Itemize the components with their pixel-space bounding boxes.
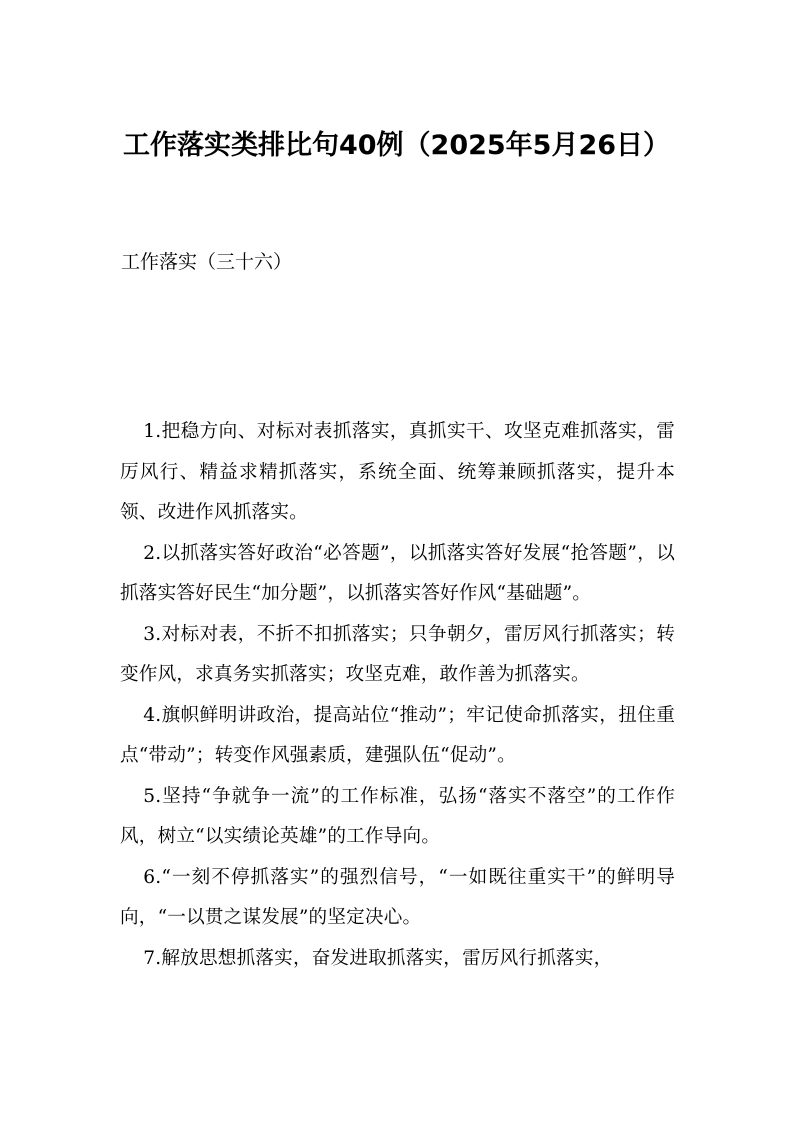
document-body <box>120 412 675 979</box>
paragraph-6: 6.“一刻不停抓落实”的强烈信号，“一如既往重实干”的鲜明导向，“一以贯之谋发展”的坚定决心。 <box>120 866 675 928</box>
paragraph-2: 2.以抓落实答好政治“必答题”，以抓落实答好发展“抢答题”，以抓落实答好民生“加分题”，以抓落实答好作风“基础题”。 <box>120 542 675 604</box>
paragraph-5: 5.坚持“争就争一流”的工作标准，弘扬“落实不落空”的工作作风，树立“以实绩论英雄”的工作导向。 <box>120 785 675 847</box>
paragraph-7: 7.解放思想抓落实，奋发进取抓落实，雷厉风行抓落实， <box>143 947 613 969</box>
section-subtitle: 工作落实（三十六） <box>121 251 293 273</box>
paragraph-4: 4.旗帜鲜明讲政治，提高站位“推动”；牢记使命抓落实，扭住重点“带动”；转变作风强素质，建强队伍“促动”。 <box>120 704 675 766</box>
document-title: 工作落实类排比句40例（2025年5月26日） <box>122 130 671 161</box>
paragraph-1: 1.把稳方向、对标对表抓落实，真抓实干、攻坚克难抓落实，雷厉风行、精益求精抓落实，系统全面、统筹兼顾抓落实，提升本领、改进作风抓落实。 <box>120 421 675 523</box>
paragraph-3: 3.对标对表，不折不扣抓落实；只争朝夕，雷厉风行抓落实；转变作风，求真务实抓落实；攻坚克难，敢作善为抓落实。 <box>120 623 675 685</box>
